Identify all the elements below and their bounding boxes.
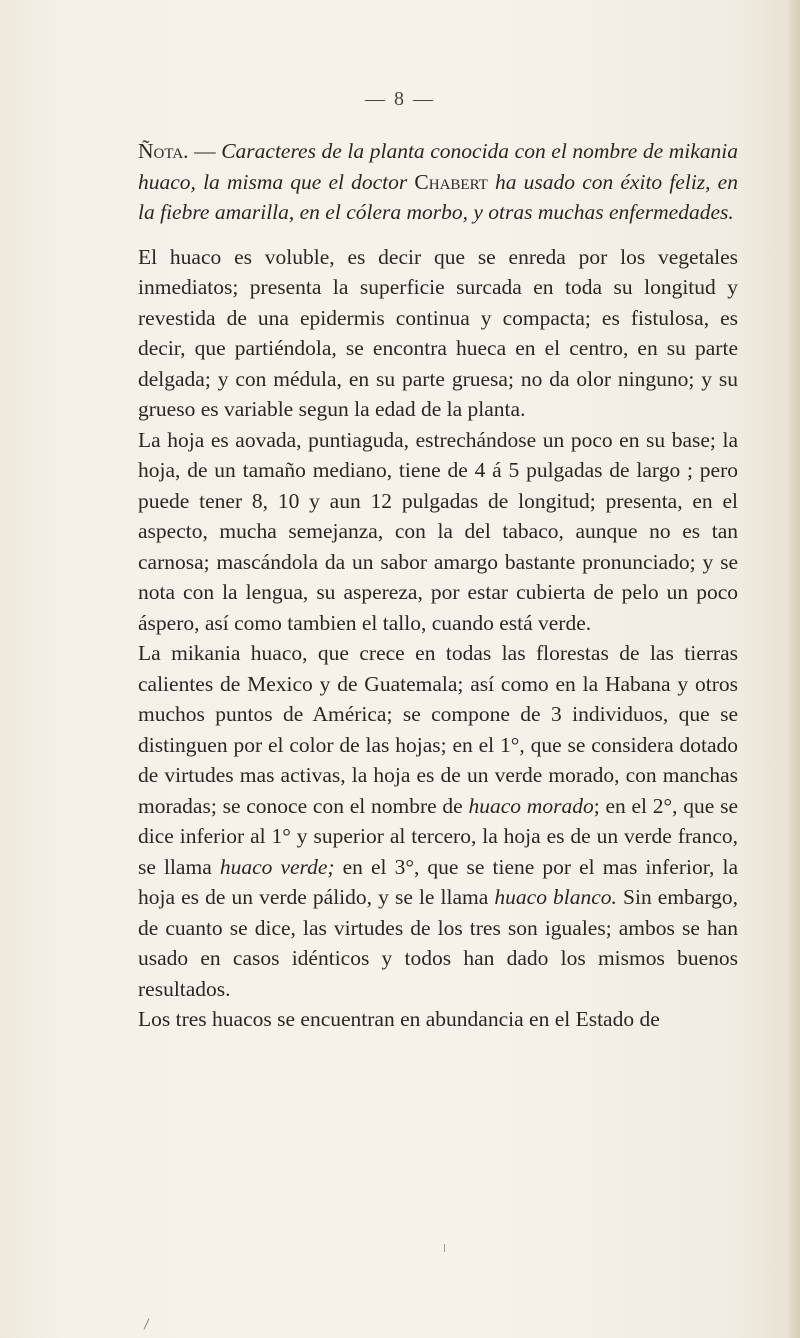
page-edge-shadow: [786, 0, 800, 1338]
paragraph-3-c: ; en el 2°, que se dice inferior al 1° y superior al tercero, la hoja es de un verde franco, se llama: [138, 793, 738, 879]
paragraph-1: El huaco es voluble, es decir que se enreda por los vegetales inmediatos; presenta la superficie surcada en toda su longitud y revestida de una epidermis continua y compacta; es fistulosa, es decir, que partiéndola, se encontra hueca en el centro, en su parte delgada; y con médula, en su parte gruesa; no da olor ninguno; y su grueso es variable segun la edad de la planta.: [138, 244, 738, 421]
note-text-part1: Caracteres de la planta conocida con el nombre de mikania huaco, la misma que el doctor: [138, 139, 738, 194]
pencil-mark: [144, 1318, 150, 1329]
term-huaco-verde: huaco verde;: [219, 854, 335, 879]
paragraph-4: Los tres huacos se encuentran en abundancia en el Estado de: [138, 1007, 660, 1031]
note-lead: Ñota.: [138, 139, 189, 163]
paragraph-3-g: Sin embargo, de cuanto se dice, las virtudes de los tres son iguales; ambos se han usado en casos idénticos y todos han dado los mismos buenos resultados.: [138, 885, 739, 1001]
paragraph-3: [138, 638, 738, 1004]
note-name: Chabert: [414, 169, 488, 194]
paragraph-3-a: La mikania huaco, que crece en todas las florestas de las tierras calientes de Mexico y de Guatemala; así como en la Habana y otros muchos puntos de América; se compone de 3 individuos, que se distinguen por el color de las hojas; en el 1°, que se considera dotado de virtudes mas activas, la hoja es de un verde morado, con manchas moradas; se conoce con el nombre de: [138, 641, 738, 818]
paragraph-2: La hoja es aovada, puntiaguda, estrechándose un poco en su base; la hoja, de un tamaño mediano, tiene de 4 á 5 pulgadas de largo ; pero puede tener 8, 10 y aun 12 pulgadas de longitud; presenta, en el aspecto, mucha semejanza, con la del tabaco, aunque no es tan carnosa; mascándola da un sabor amargo bastante pronunciado; y se nota con la lengua, su aspereza, por estar cubierta de pelo un poco áspero, así como tambien el tallo, cuando está verde.: [138, 427, 738, 635]
note-dash: —: [188, 139, 222, 163]
term-huaco-blanco: huaco blanco.: [494, 885, 617, 909]
page-number: — 8 —: [365, 88, 435, 110]
text-block: [138, 136, 738, 1035]
note-paragraph: [138, 136, 738, 228]
term-huaco-morado: huaco morado: [468, 793, 594, 818]
paragraph-3-e: en el 3°, que se tiene por el mas inferior, la hoja es de un verde pálido, y se le llama: [138, 854, 738, 909]
note-text-part2: ha usado con éxito feliz, en la fiebre amarilla, en el cólera morbo, y otras muchas enfermedades.: [138, 169, 738, 224]
ink-speck: [444, 1244, 445, 1252]
